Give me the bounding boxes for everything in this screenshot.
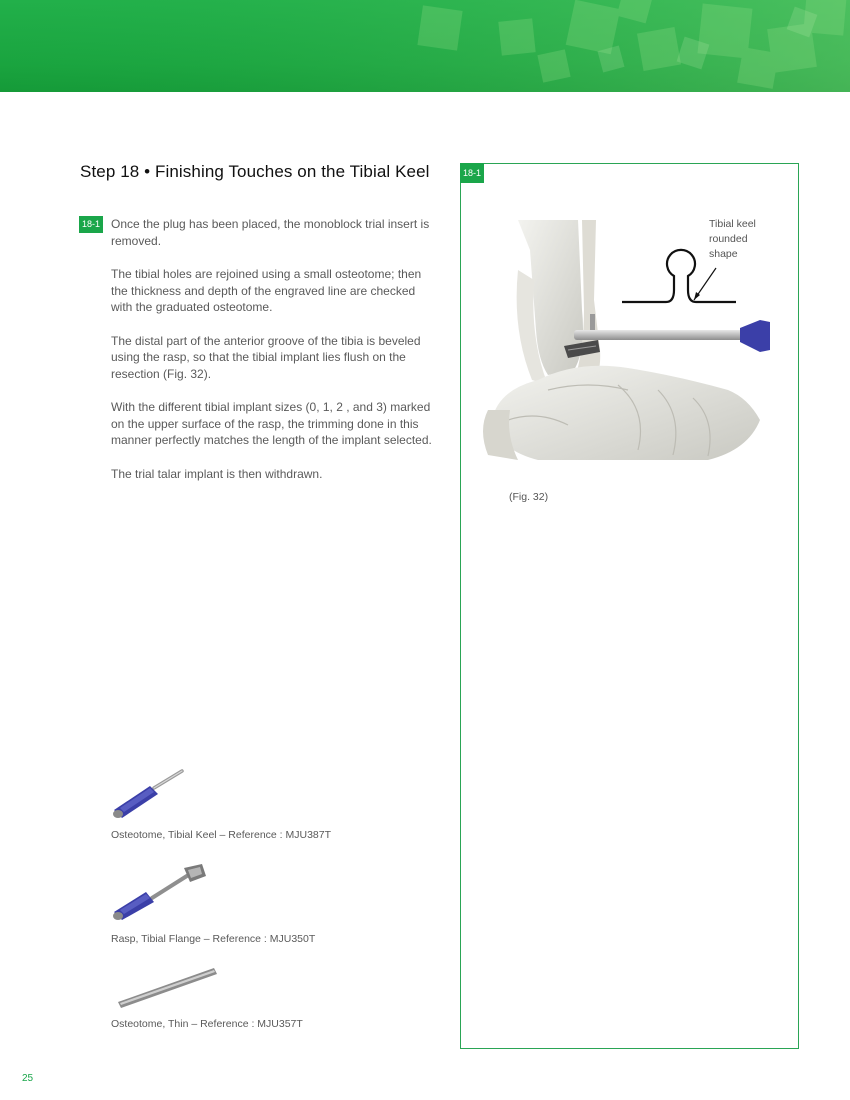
keel-label-line: rounded [709,233,748,245]
keel-label-line: Tibial keel [709,218,756,230]
step-instructions [111,216,439,499]
instruction-paragraph: Once the plug has been placed, the monoblock trial insert is removed. [111,217,430,248]
instruction-paragraph: With the different tibial implant sizes (0, 1, 2 , and 3) marked on the upper surface of the rasp, the trimming done in this manner perfectly matches the length of the implant selected. [111,400,432,447]
rasp-tibial-flange-icon [110,862,210,924]
figure-caption: (Fig. 32) [509,491,549,503]
osteotome-tibial-keel-icon [110,764,210,822]
step-title: Step 18 • Finishing Touches on the Tibial Keel [80,162,430,181]
header-pattern [0,0,850,92]
keel-label-line: shape [709,248,738,260]
figure-badge: 18-1 [460,163,484,183]
osteotome-thin-icon [110,964,220,1010]
instrument-caption: Osteotome, Thin – Reference : MJU357T [111,1018,303,1030]
header-band [0,0,850,92]
instruction-paragraph: The trial talar implant is then withdrawn. [111,466,323,481]
instrument-caption: Osteotome, Tibial Keel – Reference : MJU387T [111,829,332,841]
instrument-caption: Rasp, Tibial Flange – Reference : MJU350T [111,933,316,945]
instruction-paragraph: The tibial holes are rejoined using a small osteotome; then the thickness and depth of the engraved line are checked with the graduated osteotome. [111,267,422,314]
step-badge: 18-1 [79,216,103,233]
keel-label [709,217,779,262]
page-number: 25 [22,1073,34,1084]
instruction-paragraph: The distal part of the anterior groove of the tibia is beveled using the rasp, so that the tibial implant lies flush on the resection (Fig. 32). [111,333,421,381]
